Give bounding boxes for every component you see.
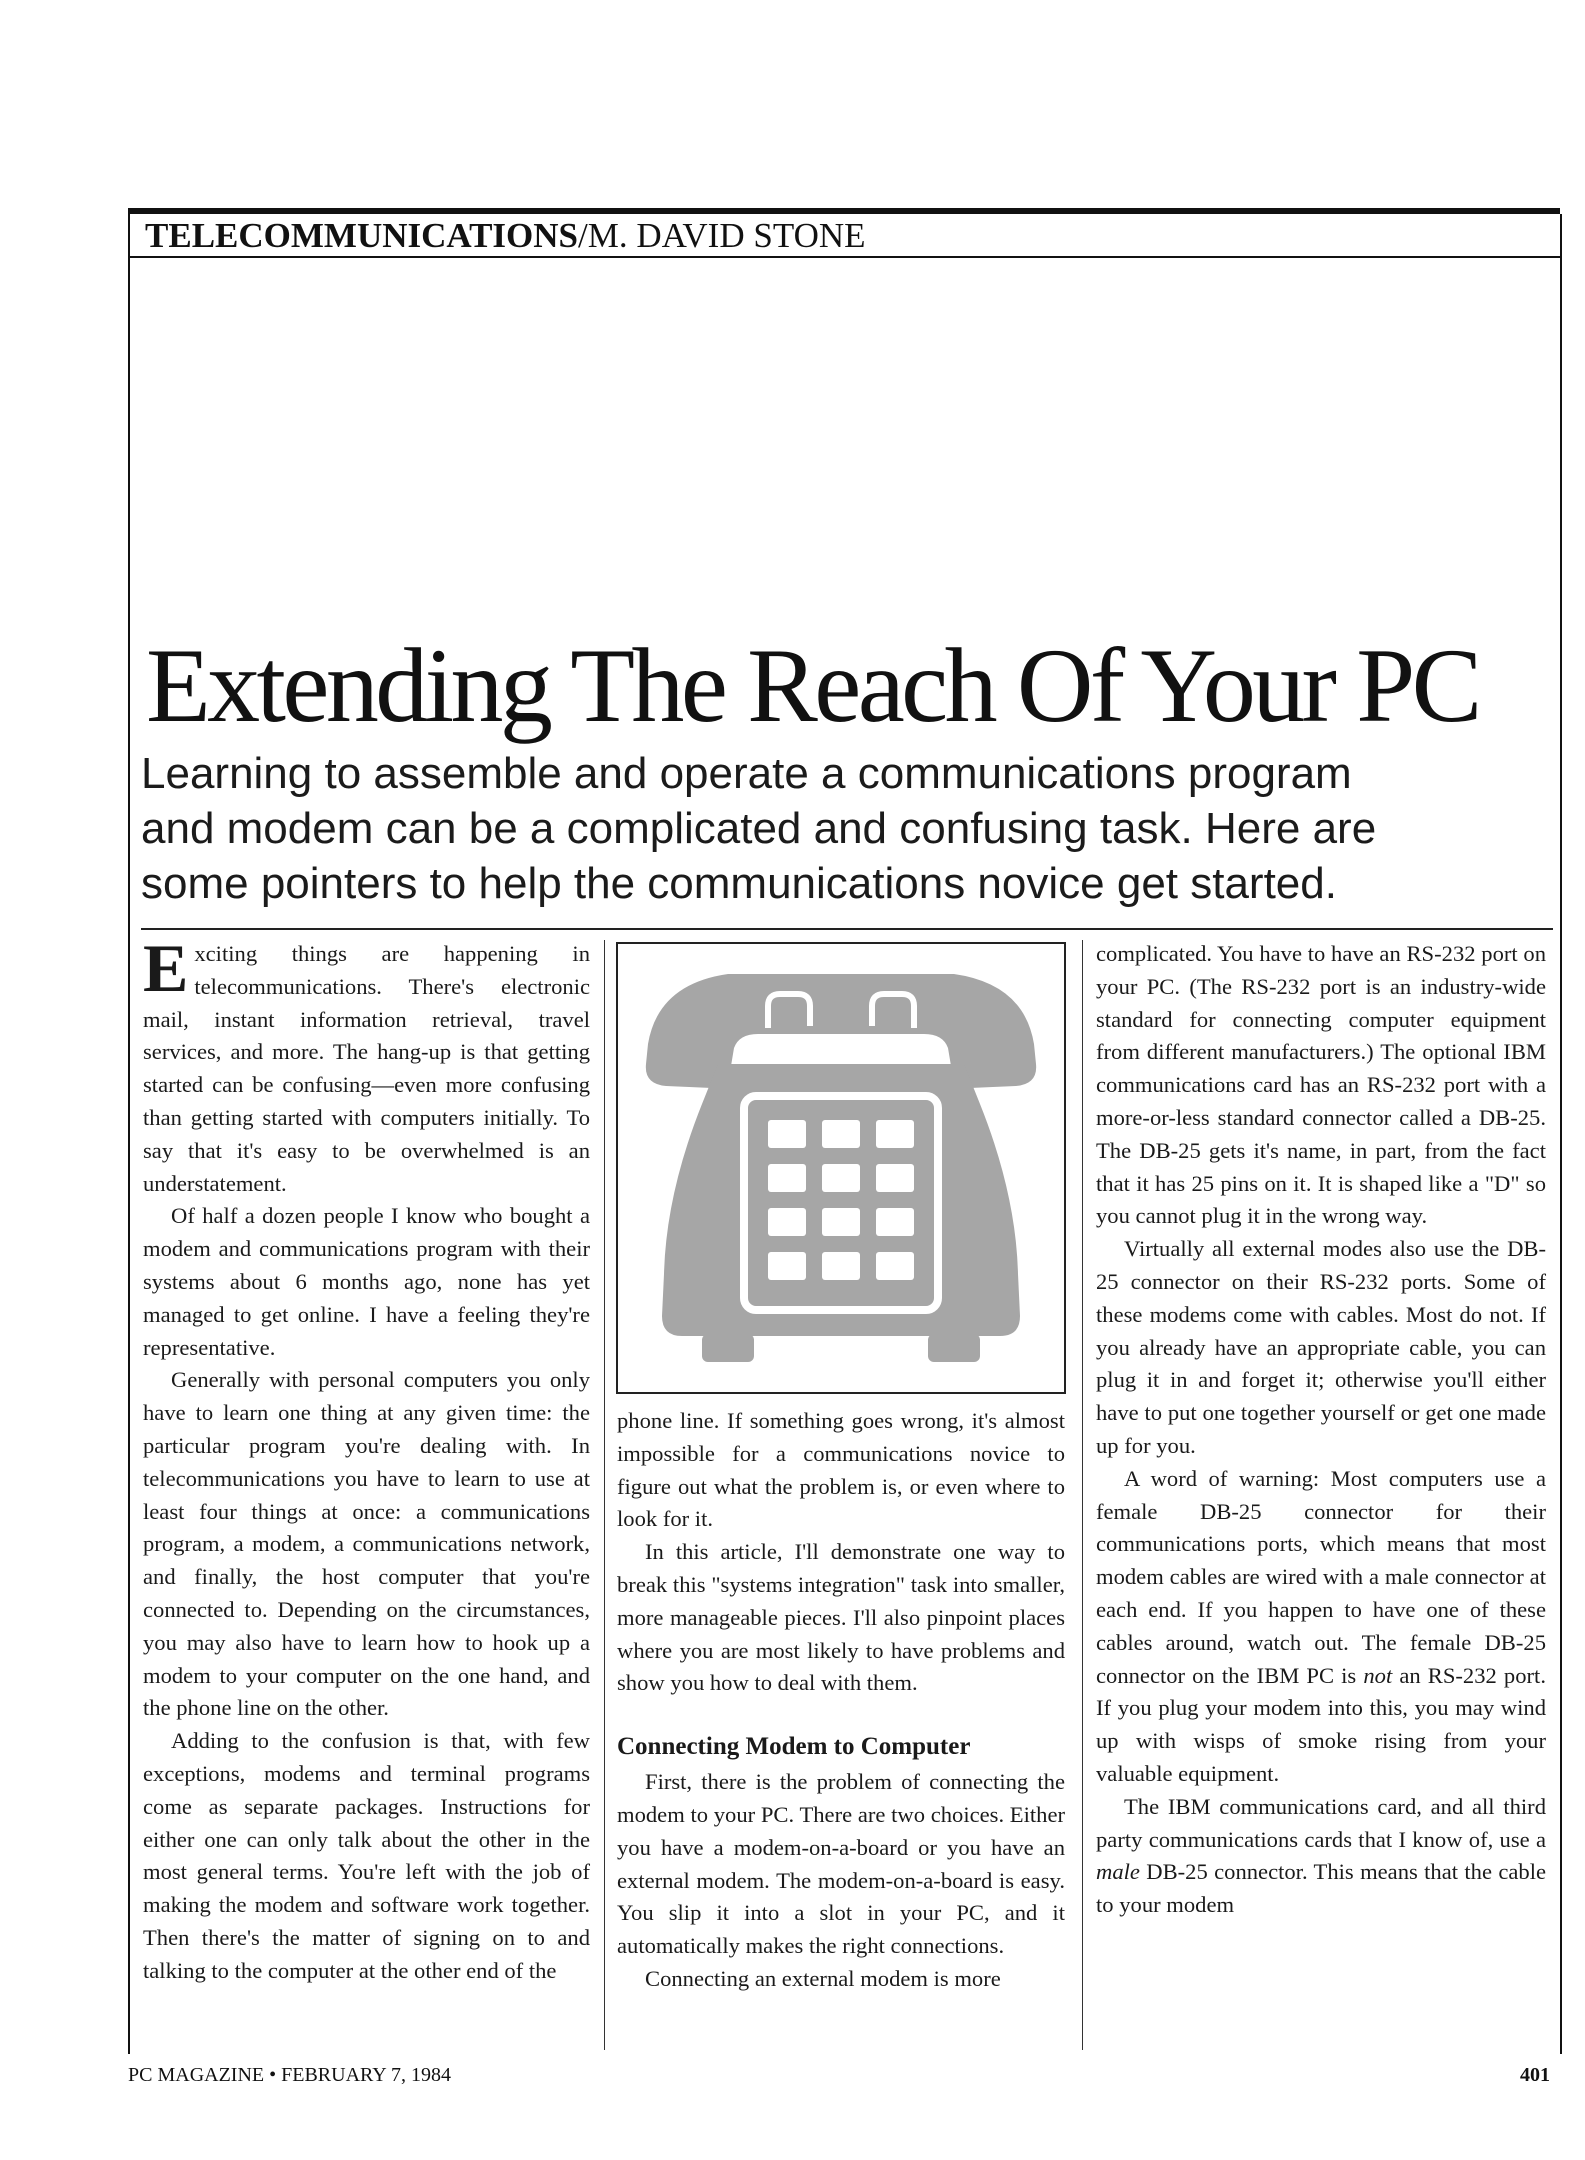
paragraph: Connecting an external modem is more [645, 1965, 1001, 1991]
deck-line: and modem can be a complicated and confusing task. Here are [141, 804, 1377, 853]
column-divider [604, 940, 605, 2050]
column-3 [1096, 938, 1546, 1922]
paragraph: Virtually all external modes also use the DB-25 connector on their RS-232 ports. Some of these modems come with cables. Most do not. If you already have an appropriate cable, you can plug it in and forget it; otherwise you'll either have to put one together yourself or get one made up for you. [1096, 1236, 1546, 1458]
subheading: Connecting Modem to Computer [617, 1733, 971, 1761]
column-divider [1082, 940, 1083, 2050]
paragraph: Adding to the confusion is that, with few exceptions, modems and terminal programs come as separate packages. Instructions for either one can only talk about the other in the most general terms. You're left with the job of making the modem and software work together. Then there's the matter of signing on to and talking to the computer at the other end of the [143, 1728, 590, 1983]
section-name: TELECOMMUNICATIONS [145, 216, 579, 255]
paragraph-text: The IBM communications card, and all third party communications cards that I know of, use a [1096, 1793, 1546, 1852]
paragraph: Of half a dozen people I know who bought a modem and communications program with their systems about 6 months ago, none has yet managed to get online. I have a feeling they're representative. [143, 1203, 590, 1360]
paragraph: In this article, I'll demonstrate one way to break this "systems integration" task into smaller, more manageable pieces. I'll also pinpoint places where you are most likely to have problems and show you how to deal with them. [617, 1539, 1065, 1696]
column-1 [143, 930, 590, 1988]
article-deck [141, 746, 1551, 911]
telephone-icon [618, 944, 1064, 1392]
deck-line: Learning to assemble and operate a communications program [141, 749, 1352, 798]
paragraph: phone line. If something goes wrong, it's almost impossible for a communications novice to figure out what the problem is, or even where to look for it. [617, 1408, 1065, 1532]
page-number: 401 [1520, 2064, 1550, 2086]
paragraph: Generally with personal computers you only have to learn one thing at any given time: the particular program you're dealing with. In telecommunications you have to learn to use at least four things at once: a communications program, a modem, a communications network, and finally, the host computer that you're connected to. Depending on the circumstances, you may also have to learn how to hook up a modem to your computer on the one hand, and the phone line on the other. [143, 1367, 590, 1721]
telephone-illustration [616, 942, 1066, 1394]
paragraph-text: DB-25 connector. This means that the cable to your modem [1096, 1859, 1546, 1918]
paragraph [143, 930, 590, 1200]
emphasis: male [1096, 1859, 1140, 1885]
footer-publication: PC MAGAZINE • FEBRUARY 7, 1984 [128, 2064, 451, 2086]
deck-line: some pointers to help the communications novice get started. [141, 859, 1337, 908]
paragraph: complicated. You have to have an RS-232 port on your PC. (The RS-232 port is an industry-wide standard for connecting computer equipment from different manufacturers.) The optional IBM communications card has an RS-232 port with a more-or-less standard connector called a DB-25. The DB-25 gets it's name, in part, from the fact that it has 25 pins on it. It is shaped like a "D" so you cannot plug it in the wrong way. [1096, 941, 1546, 1229]
paragraph-text: an RS-232 port. If you plug your modem into this, you may wind up with wisps of smoke rising from your valuable equipment. [1096, 1662, 1546, 1786]
article-title: Extending The Reach Of Your PC [146, 627, 1479, 744]
paragraph-text: xciting things are happening in telecommunications. There's electronic mail, instant information retrieval, travel services, and more. The hang-up is that getting started can be confusing—even more confusing than getting started with computers initially. To say that it's easy to be overwhelmed is an understatement. [143, 941, 590, 1196]
author-name: /M. DAVID STONE [578, 216, 866, 255]
drop-cap: E [143, 930, 189, 1006]
section-header [145, 214, 866, 258]
emphasis: not [1363, 1662, 1393, 1688]
paragraph-text: A word of warning: Most computers use a female DB-25 connector for their communications ports, which means that most modem cables are wired with a male connector at each end. If you happen to have one of these cables around, watch out. The female DB-25 connector on the IBM PC is [1096, 1465, 1546, 1688]
paragraph [1096, 1791, 1546, 1922]
column-2 [617, 1405, 1065, 1996]
paragraph: First, there is the problem of connecting the modem to your PC. There are two choices. Either you have a modem-on-a-board or you have an external modem. The modem-on-a-board is easy. You slip it into a slot in your PC, and it automatically makes the right connections. [617, 1769, 1065, 1959]
paragraph [1096, 1463, 1546, 1791]
deck-rule [141, 928, 1553, 930]
